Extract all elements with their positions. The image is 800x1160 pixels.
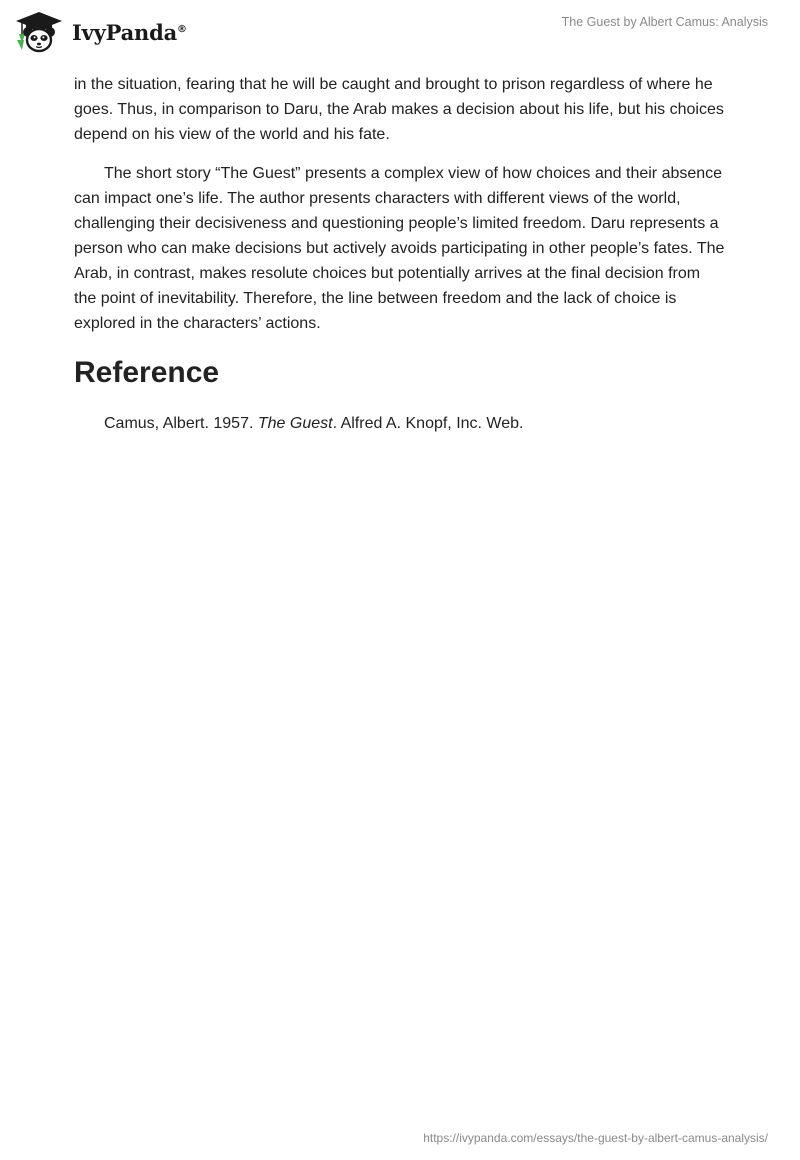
panda-graduation-cap-icon	[14, 10, 64, 54]
body-paragraph: in the situation, fearing that he will be caught and brought to prison regardless of where he goes. Thus, in comparison to Daru, the Arab makes a decision about his life, but his choices depend on his view of the world and his fate.	[74, 76, 724, 143]
running-title: The Guest by Albert Camus: Analysis	[561, 15, 768, 29]
brand-name: IvyPanda®	[72, 19, 187, 45]
source-url[interactable]: https://ivypanda.com/essays/the-guest-by-albert-camus-analysis/	[423, 1131, 768, 1145]
ivypanda-logo[interactable]	[14, 8, 187, 56]
essay-content	[74, 72, 726, 436]
body-paragraph: The short story “The Guest” presents a complex view of how choices and their absence can impact one’s life. The author presents characters with different views of the world, challenging their decisiveness and questioning people’s limited freedom. Daru represents a person who can make decisions but actively avoids participating in other people’s fates. The Arab, in contrast, makes resolute choices but potentially arrives at the final decision from the point of inevitability. Therefore, the line between freedom and the lack of choice is explored in the characters’ actions.	[74, 165, 725, 332]
reference-heading: Reference	[74, 356, 220, 389]
reference-title: The Guest	[257, 415, 333, 432]
reference-entry: Camus, Albert. 1957. The Guest. Alfred A. Knopf, Inc. Web.	[104, 415, 524, 432]
page-header	[0, 0, 800, 64]
